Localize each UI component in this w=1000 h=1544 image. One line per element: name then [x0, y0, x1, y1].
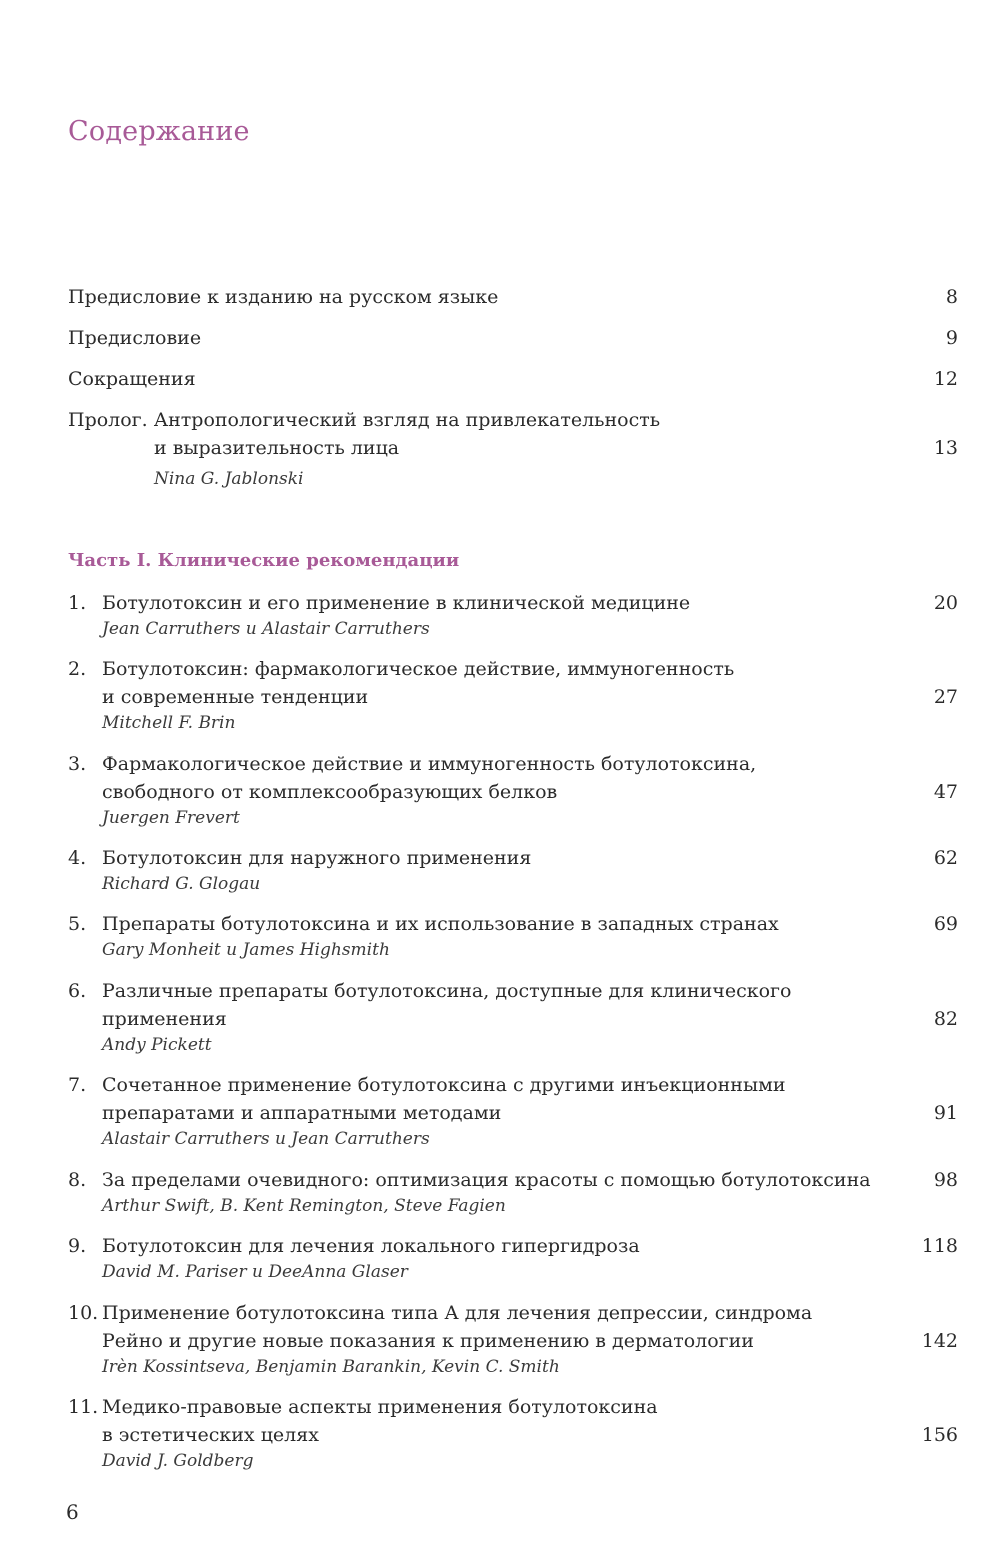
toc-entry-foreword[interactable]	[68, 324, 958, 352]
chapter-author: Irèn Kossintseva, Benjamin Barankin, Kevin C. Smith	[102, 1357, 560, 1377]
chapter-page: 142	[921, 1330, 958, 1352]
chapter-title-line: Фармакологическое действие и иммуногенность ботулотоксина,	[102, 753, 757, 775]
chapter-number: 6.	[68, 980, 87, 1002]
chapter-author: Mitchell F. Brin	[102, 713, 236, 733]
toc-chapter-2[interactable]	[68, 655, 958, 736]
chapter-number: 8.	[68, 1169, 87, 1191]
chapter-page: 69	[933, 913, 958, 935]
chapter-page: 82	[933, 1008, 958, 1030]
chapter-number: 2.	[68, 658, 87, 680]
chapter-title-line: Ботулотоксин для наружного применения	[102, 847, 532, 869]
chapter-page: 98	[933, 1169, 958, 1191]
chapter-author: Andy Pickett	[102, 1035, 212, 1055]
chapter-number: 11.	[68, 1396, 99, 1418]
toc-chapter-8[interactable]	[68, 1166, 958, 1219]
chapter-title-line: в эстетических целях	[102, 1424, 319, 1446]
chapter-title-line: и современные тенденции	[102, 686, 369, 708]
chapter-number: 10.	[68, 1302, 99, 1324]
chapter-number: 4.	[68, 847, 87, 869]
toc-chapter-10[interactable]	[68, 1299, 958, 1380]
chapter-author: Richard G. Glogau	[102, 874, 261, 894]
toc-entry-title-line: и выразительность лица	[154, 437, 400, 459]
toc-chapter-1[interactable]	[68, 589, 958, 642]
chapter-page: 91	[933, 1102, 958, 1124]
toc-chapter-7[interactable]	[68, 1071, 958, 1152]
toc-entry-title: Предисловие к изданию на русском языке	[68, 286, 499, 308]
chapter-author: Jean Carruthers и Alastair Carruthers	[102, 619, 430, 639]
toc-entry-prologue[interactable]	[68, 406, 958, 492]
toc-entry-author: Nina G. Jablonski	[154, 469, 304, 489]
toc-entry-page: 13	[933, 437, 958, 459]
toc-chapter-6[interactable]	[68, 977, 958, 1058]
chapter-number: 3.	[68, 753, 87, 775]
page-title: Содержание	[68, 116, 250, 147]
toc-entry-title-line: Пролог. Антропологический взгляд на привлекательность	[68, 409, 661, 431]
toc-entry-foreword-russian[interactable]	[68, 283, 958, 311]
chapter-title-line: применения	[102, 1008, 227, 1030]
chapter-page: 27	[933, 686, 958, 708]
chapter-author: Gary Monheit и James Highsmith	[102, 940, 390, 960]
toc-chapter-3[interactable]	[68, 750, 958, 831]
chapter-number: 1.	[68, 592, 87, 614]
chapter-author: Juergen Frevert	[102, 808, 240, 828]
toc-entry-page: 12	[933, 368, 958, 390]
chapter-title-line: свободного от комплексообразующих белков	[102, 781, 558, 803]
chapter-author: Arthur Swift, B. Kent Remington, Steve Fagien	[102, 1196, 506, 1216]
page-number: 6	[66, 1500, 79, 1524]
chapter-number: 5.	[68, 913, 87, 935]
chapter-author: David J. Goldberg	[102, 1451, 254, 1471]
chapter-page: 118	[921, 1235, 958, 1257]
chapter-title-line: За пределами очевидного: оптимизация красоты с помощью ботулотоксина	[102, 1169, 871, 1191]
toc-chapter-5[interactable]	[68, 910, 958, 963]
toc-chapter-9[interactable]	[68, 1232, 958, 1285]
chapter-number: 7.	[68, 1074, 87, 1096]
chapter-title-line: Различные препараты ботулотоксина, доступные для клинического	[102, 980, 792, 1002]
toc-entry-page: 9	[945, 327, 958, 349]
chapter-title-line: Медико-правовые аспекты применения ботулотоксина	[102, 1396, 658, 1418]
chapter-title-line: Сочетанное применение ботулотоксина с другими инъекционными	[102, 1074, 786, 1096]
chapter-title-line: Применение ботулотоксина типа А для лечения депрессии, синдрома	[102, 1302, 813, 1324]
chapter-title-line: Ботулотоксин: фармакологическое действие, иммуногенность	[102, 658, 735, 680]
toc-chapter-4[interactable]	[68, 844, 958, 897]
chapter-number: 9.	[68, 1235, 87, 1257]
chapter-author: David M. Pariser и DeeAnna Glaser	[102, 1262, 408, 1282]
toc-chapter-11[interactable]	[68, 1393, 958, 1474]
toc-entry-title: Предисловие	[68, 327, 202, 349]
toc-entry-title: Сокращения	[68, 368, 196, 390]
chapter-author: Alastair Carruthers и Jean Carruthers	[102, 1129, 430, 1149]
part-heading: Часть I. Клинические рекомендации	[68, 550, 460, 571]
chapter-page: 62	[933, 847, 958, 869]
chapter-page: 47	[933, 781, 958, 803]
chapter-title-line: Ботулотоксин и его применение в клинической медицине	[102, 592, 691, 614]
chapter-page: 20	[933, 592, 958, 614]
toc-entry-abbreviations[interactable]	[68, 365, 958, 393]
chapter-title-line: Ботулотоксин для лечения локального гипергидроза	[102, 1235, 640, 1257]
toc-entry-page: 8	[945, 286, 958, 308]
chapter-page: 156	[921, 1424, 958, 1446]
chapter-title-line: Рейно и другие новые показания к применению в дерматологии	[102, 1330, 754, 1352]
chapter-title-line: препаратами и аппаратными методами	[102, 1102, 502, 1124]
chapter-title-line: Препараты ботулотоксина и их использование в западных странах	[102, 913, 779, 935]
